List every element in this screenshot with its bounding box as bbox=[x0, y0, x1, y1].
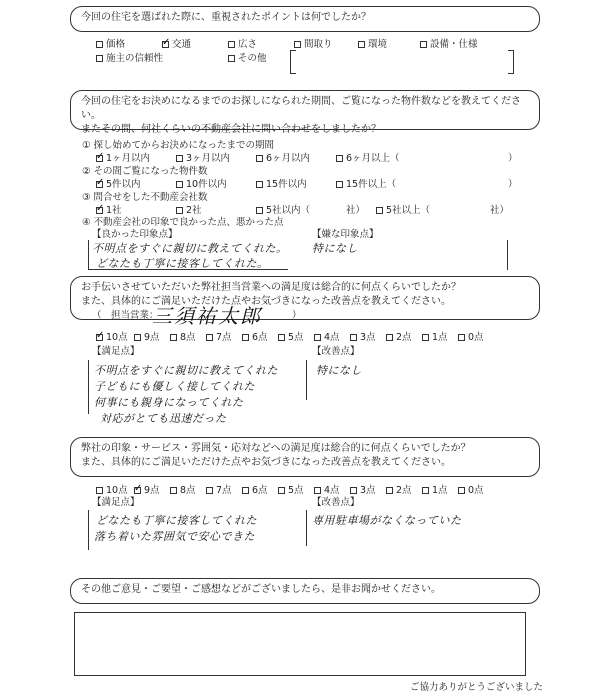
q1-option-size[interactable]: 広さ bbox=[228, 39, 257, 51]
checkbox[interactable] bbox=[386, 487, 393, 494]
q1-option-equipment[interactable]: 設備・仕様 bbox=[420, 39, 478, 51]
checkbox[interactable] bbox=[176, 181, 183, 188]
q1-option-price[interactable]: 価格 bbox=[96, 39, 125, 51]
q4-score-0[interactable]: 0点 bbox=[458, 485, 484, 497]
q5-question: その他ご意見・ご要望・ご感想などがございましたら、是非お聞かせください。 bbox=[81, 584, 441, 595]
q4-score-5[interactable]: 5点 bbox=[278, 485, 304, 497]
count-title: ② その間ご覧になった物件数 bbox=[82, 166, 208, 177]
q1-option-environment[interactable]: 環境 bbox=[358, 39, 387, 51]
period-1month[interactable]: ✓1ヶ月以内 bbox=[96, 153, 150, 165]
period-6months[interactable]: 6ヶ月以内 bbox=[256, 153, 310, 165]
good-impression-line1: 不明点をすぐに親切に教えてくれた。 bbox=[92, 242, 288, 255]
period-3months[interactable]: 3ヶ月以内 bbox=[176, 153, 230, 165]
q4-score-10[interactable]: 10点 bbox=[96, 485, 128, 497]
q4-satisfied-bar bbox=[88, 510, 89, 550]
q5-question-box bbox=[70, 578, 540, 604]
count-over15[interactable]: 15件以上（ bbox=[336, 179, 396, 191]
checkbox[interactable] bbox=[242, 487, 249, 494]
q3-score-1[interactable]: 1点 bbox=[422, 332, 448, 344]
count-10[interactable]: 10件以内 bbox=[176, 179, 227, 191]
q2-question-line2: またその間、何社くらいの不動産会社に問い合わせをしましたか？ bbox=[81, 124, 381, 135]
checkbox[interactable] bbox=[376, 207, 383, 214]
staff-label: （ 担当営業： bbox=[92, 310, 159, 321]
q2-question-line1: 今回の住宅をお決めになるまでのお探しになられた期間、ご覧になった物件数などを教えてください。 bbox=[81, 96, 521, 121]
q1-option-transport[interactable]: ✓ 交通 bbox=[162, 39, 191, 51]
q4-score-7[interactable]: 7点 bbox=[206, 485, 232, 497]
checkbox[interactable] bbox=[228, 41, 235, 48]
q4-question-line2: また、具体的にご満足いただけた点やお気づきになった改善点を教えてください。 bbox=[81, 457, 451, 468]
q4-score-8[interactable]: 8点 bbox=[170, 485, 196, 497]
q3-satisfied-label: 【満足点】 bbox=[92, 346, 140, 357]
companies-5within[interactable]: 5社以内（ bbox=[256, 205, 310, 217]
checkbox-checked[interactable] bbox=[96, 207, 103, 214]
checkbox[interactable] bbox=[228, 55, 235, 62]
checkbox-checked[interactable] bbox=[96, 334, 103, 341]
other-bracket-right bbox=[508, 50, 514, 74]
checkbox[interactable] bbox=[256, 207, 263, 214]
checkbox[interactable] bbox=[336, 155, 343, 162]
q3-question-line1: お手伝いさせていただいた弊社担当営業への満足度は総合的に何点くらいでしたか？ bbox=[81, 282, 461, 293]
q3-score-0[interactable]: 0点 bbox=[458, 332, 484, 344]
q3-score-10[interactable]: ✓10点 bbox=[96, 332, 128, 344]
q4-satisfied-line1: どなたも丁寧に接客してくれた bbox=[96, 514, 257, 527]
period-title: ① 探し始めてからお決めになったまでの期間 bbox=[82, 140, 275, 151]
q3-satisfied-line1: 不明点をすぐに親切に教えてくれた bbox=[94, 364, 278, 377]
q3-improve-label: 【改善点】 bbox=[312, 346, 360, 357]
q3-improve-line1: 特になし bbox=[316, 364, 362, 377]
q4-improve-bar bbox=[306, 510, 307, 546]
checkbox[interactable] bbox=[294, 41, 301, 48]
q3-score-7[interactable]: 7点 bbox=[206, 332, 232, 344]
checkbox[interactable] bbox=[350, 334, 357, 341]
checkbox-checked[interactable] bbox=[162, 41, 169, 48]
companies-title: ③ 問合せをした不動産会社数 bbox=[82, 192, 208, 203]
checkbox[interactable] bbox=[278, 334, 285, 341]
checkbox[interactable] bbox=[176, 155, 183, 162]
good-impression-line2: どなたも丁寧に接客してくれた。 bbox=[96, 257, 269, 270]
q3-satisfied-line4: 対応がとても迅速だった bbox=[100, 412, 227, 425]
q3-score-5[interactable]: 5点 bbox=[278, 332, 304, 344]
companies-1[interactable]: ✓1社 bbox=[96, 205, 122, 217]
checkbox[interactable] bbox=[170, 487, 177, 494]
q1-question: 今回の住宅を選ばれた際に、重視されたポイントは何でしたか？ bbox=[81, 12, 371, 23]
q4-question-box bbox=[70, 437, 540, 477]
checkbox[interactable] bbox=[336, 181, 343, 188]
checkbox[interactable] bbox=[358, 41, 365, 48]
impression-title: ④ 不動産会社の印象で良かった点、悪かった点 bbox=[82, 217, 284, 228]
q5-comment-area[interactable] bbox=[74, 612, 526, 676]
checkbox[interactable] bbox=[314, 487, 321, 494]
count-5[interactable]: ✓5件以内 bbox=[96, 179, 141, 191]
q1-option-layout[interactable]: 間取り bbox=[294, 39, 333, 51]
staff-close: ） bbox=[292, 310, 302, 321]
checkbox[interactable] bbox=[458, 334, 465, 341]
q4-score-1[interactable]: 1点 bbox=[422, 485, 448, 497]
other-bracket-left bbox=[290, 50, 296, 74]
companies-2[interactable]: 2社 bbox=[176, 205, 202, 217]
checkbox[interactable] bbox=[96, 487, 103, 494]
count-15[interactable]: 15件以内 bbox=[256, 179, 307, 191]
q3-score-2[interactable]: 2点 bbox=[386, 332, 412, 344]
checkbox[interactable] bbox=[242, 334, 249, 341]
q4-score-3[interactable]: 3点 bbox=[350, 485, 376, 497]
checkbox[interactable] bbox=[176, 207, 183, 214]
staff-name: 三須祐太郎 bbox=[152, 304, 262, 328]
q3-score-3[interactable]: 3点 bbox=[350, 332, 376, 344]
checkbox[interactable] bbox=[206, 334, 213, 341]
q1-option-other[interactable]: その他 bbox=[228, 53, 267, 65]
bad-impression-label: 【嫌な印象点】 bbox=[312, 229, 379, 240]
q4-score-6[interactable]: 6点 bbox=[242, 485, 268, 497]
checkbox-checked[interactable] bbox=[134, 487, 141, 494]
q1-option-trust[interactable]: 施主の信頼性 bbox=[96, 53, 163, 65]
q4-satisfied-line2: 落ち着いた雰囲気で安心できた bbox=[94, 530, 255, 543]
checkbox[interactable] bbox=[350, 487, 357, 494]
q1-question-box bbox=[70, 6, 540, 32]
q3-improve-bar bbox=[306, 360, 307, 400]
q4-improve-label: 【改善点】 bbox=[312, 497, 360, 508]
checkbox-checked[interactable] bbox=[96, 181, 103, 188]
q4-score-9[interactable]: ✓ 9点 bbox=[134, 485, 160, 497]
companies-5over[interactable]: 5社以上（ bbox=[376, 205, 430, 217]
checkbox[interactable] bbox=[170, 334, 177, 341]
checkbox[interactable] bbox=[278, 487, 285, 494]
q4-improve-line1: 専用駐車場がなくなっていた bbox=[312, 514, 462, 527]
checkbox[interactable] bbox=[96, 41, 103, 48]
q4-satisfied-label: 【満足点】 bbox=[92, 497, 140, 508]
companies-sha2: 社） bbox=[490, 205, 510, 216]
checkbox[interactable] bbox=[96, 55, 103, 62]
companies-sha1: 社） bbox=[346, 205, 366, 216]
period-over6[interactable]: 6ヶ月以上（ bbox=[336, 153, 400, 165]
checkbox[interactable] bbox=[134, 334, 141, 341]
q3-score-6[interactable]: 6点 bbox=[242, 332, 268, 344]
q3-score-9[interactable]: 9点 bbox=[134, 332, 160, 344]
q3-satisfied-line2: 子どもにも優しく接してくれた bbox=[94, 380, 255, 393]
q4-question-line1: 弊社の印象・サービス・雰囲気・応対などへの満足度は総合的に何点くらいでしたか？ bbox=[81, 443, 471, 454]
bad-impression-line1: 特になし bbox=[312, 242, 358, 255]
checkbox-checked[interactable] bbox=[96, 155, 103, 162]
q4-score-2[interactable]: 2点 bbox=[386, 485, 412, 497]
checkbox[interactable] bbox=[206, 487, 213, 494]
q2-question-box bbox=[70, 90, 540, 135]
q3-question-line2: また、具体的にご満足いただけた点やお気づきになった改善点を教えてください。 bbox=[81, 296, 451, 307]
q3-score-4[interactable]: 4点 bbox=[314, 332, 340, 344]
checkbox[interactable] bbox=[422, 334, 429, 341]
checkbox[interactable] bbox=[256, 155, 263, 162]
q3-satisfied-bar bbox=[88, 360, 89, 414]
checkbox[interactable] bbox=[314, 334, 321, 341]
q4-score-4[interactable]: 4点 bbox=[314, 485, 340, 497]
checkbox[interactable] bbox=[420, 41, 427, 48]
good-impression-label: 【良かった印象点】 bbox=[92, 229, 178, 240]
footer-thanks: ご協力ありがとうございました bbox=[410, 682, 544, 693]
checkbox[interactable] bbox=[386, 334, 393, 341]
checkbox[interactable] bbox=[458, 487, 465, 494]
period-close: ） bbox=[508, 153, 518, 164]
checkbox[interactable] bbox=[256, 181, 263, 188]
checkbox[interactable] bbox=[422, 487, 429, 494]
q3-score-8[interactable]: 8点 bbox=[170, 332, 196, 344]
q3-satisfied-line3: 何事にも親身になってくれた bbox=[94, 396, 244, 409]
count-close: ） bbox=[508, 179, 518, 190]
